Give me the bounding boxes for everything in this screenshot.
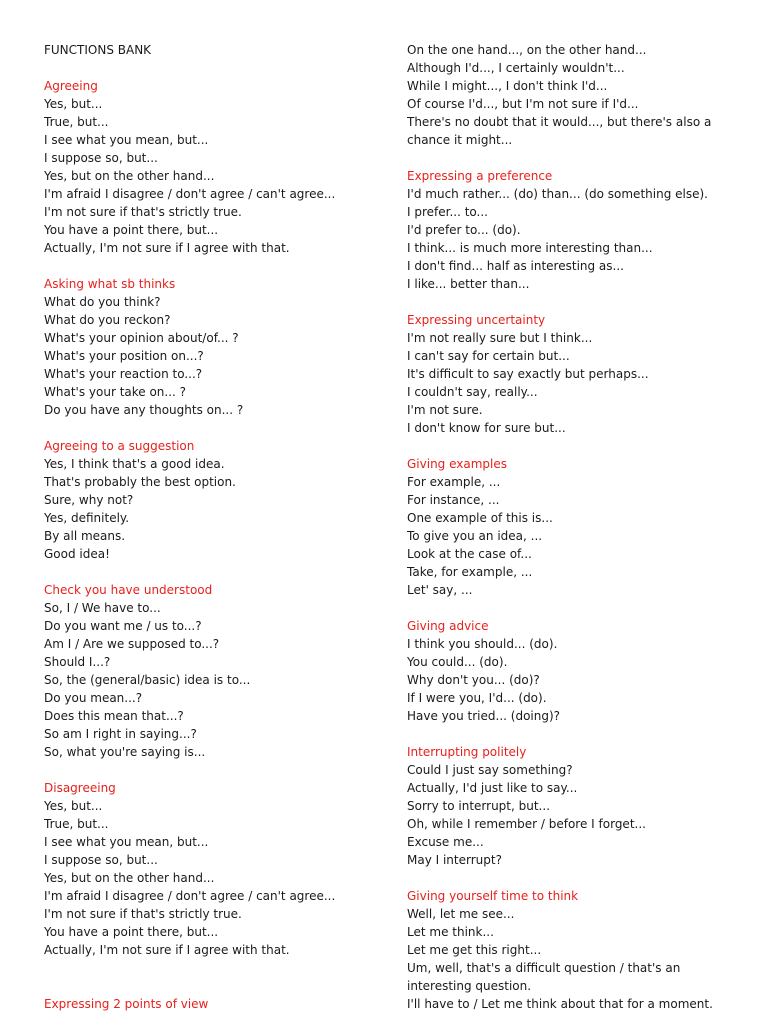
phrase-line: You have a point there, but... [44, 925, 219, 939]
phrase-line: It's difficult to say exactly but perhaps... [407, 367, 649, 381]
phrase-line: Um, well, that's a difficult question / that's an interesting question. [407, 961, 681, 993]
section-heading: Agreeing [44, 79, 98, 93]
phrase-line: What's your take on... ? [44, 385, 187, 399]
section-expressing-2-points-of-view-continued [407, 41, 747, 149]
phrase-line: Yes, but... [44, 97, 103, 111]
phrase-line: Do you have any thoughts on... ? [44, 403, 244, 417]
phrase-line: Do you want me / us to...? [44, 619, 202, 633]
phrase-line: So, I / We have to... [44, 601, 161, 615]
phrase-line: Let me get this right... [407, 943, 542, 957]
phrase-line: So, what you're saying is... [44, 745, 206, 759]
phrase-line: Have you tried... (doing)? [407, 709, 561, 723]
phrase-line: What's your opinion about/of... ? [44, 331, 239, 345]
phrase-line: That's probably the best option. [44, 475, 236, 489]
phrase-line: Sorry to interrupt, but... [407, 799, 551, 813]
section-heading: Disagreeing [44, 781, 116, 795]
phrase-line: I'm not really sure but I think... [407, 331, 593, 345]
phrase-line: Actually, I'd just like to say... [407, 781, 578, 795]
section-expressing-2-points-of-view [44, 995, 374, 1013]
phrase-line: While I might..., I don't think I'd... [407, 79, 608, 93]
phrase-line: I'm afraid I disagree / don't agree / can't agree... [44, 187, 336, 201]
phrase-line: I don't find... half as interesting as... [407, 259, 624, 273]
phrase-line: Should I...? [44, 655, 111, 669]
phrase-line: If I were you, I'd... (do). [407, 691, 547, 705]
section-heading: Interrupting politely [407, 745, 527, 759]
phrase-line: I'd prefer to... (do). [407, 223, 521, 237]
phrase-line: Do you mean...? [44, 691, 143, 705]
phrase-line: Yes, definitely. [44, 511, 130, 525]
phrase-line: Let' say, ... [407, 583, 473, 597]
phrase-line: I'm not sure if that's strictly true. [44, 205, 242, 219]
phrase-line: You have a point there, but... [44, 223, 219, 237]
phrase-line: What do you reckon? [44, 313, 171, 327]
phrase-line: Am I / Are we supposed to...? [44, 637, 220, 651]
phrase-line: So am I right in saying...? [44, 727, 197, 741]
section-giving-advice [407, 617, 747, 725]
section-disagreeing [44, 779, 374, 959]
phrase-line: I couldn't say, really... [407, 385, 538, 399]
phrase-line: Yes, but on the other hand... [44, 871, 215, 885]
phrase-line: What's your reaction to...? [44, 367, 203, 381]
phrase-line: Oh, while I remember / before I forget... [407, 817, 646, 831]
section-expressing-uncertainty [407, 311, 747, 437]
phrase-line: What's your position on...? [44, 349, 204, 363]
section-heading: Agreeing to a suggestion [44, 439, 195, 453]
section-agreeing [44, 77, 374, 257]
phrase-line: Yes, I think that's a good idea. [44, 457, 225, 471]
phrase-line: Let me think... [407, 925, 494, 939]
phrase-line: I don't know for sure but... [407, 421, 566, 435]
section-expressing-a-preference [407, 167, 747, 293]
phrase-line: True, but... [44, 817, 109, 831]
phrase-line: Take, for example, ... [407, 565, 533, 579]
section-heading: Expressing a preference [407, 169, 553, 183]
phrase-line: Yes, but on the other hand... [44, 169, 215, 183]
phrase-line: Excuse me... [407, 835, 484, 849]
phrase-line: Good idea! [44, 547, 110, 561]
phrase-line: I suppose so, but... [44, 853, 158, 867]
right-column [407, 41, 747, 1031]
section-heading: Giving advice [407, 619, 489, 633]
phrase-line: I see what you mean, but... [44, 133, 209, 147]
section-heading: Asking what sb thinks [44, 277, 176, 291]
section-heading: Expressing 2 points of view [44, 997, 209, 1011]
phrase-line: I think you should... (do). [407, 637, 558, 651]
section-giving-examples [407, 455, 747, 599]
section-heading: Expressing uncertainty [407, 313, 546, 327]
phrase-line: I'm afraid I disagree / don't agree / can't agree... [44, 889, 336, 903]
phrase-line: For example, ... [407, 475, 501, 489]
phrase-line: I'm not sure if that's strictly true. [44, 907, 242, 921]
section-heading: Giving examples [407, 457, 508, 471]
phrase-line: Sure, why not? [44, 493, 134, 507]
phrase-line: Of course I'd..., but I'm not sure if I'd... [407, 97, 639, 111]
phrase-line: May I interrupt? [407, 853, 502, 867]
phrase-line: I like... better than... [407, 277, 530, 291]
phrase-line: On the one hand..., on the other hand... [407, 43, 647, 57]
document-title: FUNCTIONS BANK [44, 43, 152, 57]
phrase-line: Well, let me see... [407, 907, 515, 921]
phrase-line: For instance, ... [407, 493, 500, 507]
phrase-line: Actually, I'm not sure if I agree with that. [44, 241, 290, 255]
phrase-line: I prefer... to... [407, 205, 488, 219]
phrase-line: I can't say for certain but... [407, 349, 570, 363]
phrase-line: I'm not sure. [407, 403, 483, 417]
phrase-line: By all means. [44, 529, 126, 543]
phrase-line: I think... is much more interesting than... [407, 241, 653, 255]
section-asking-what-sb-thinks [44, 275, 374, 419]
phrase-line: Does this mean that...? [44, 709, 184, 723]
left-column [44, 41, 374, 1031]
phrase-line: To give you an idea, ... [407, 529, 543, 543]
phrase-line: Why don't you... (do)? [407, 673, 540, 687]
phrase-line: What do you think? [44, 295, 161, 309]
phrase-line: You could... (do). [407, 655, 508, 669]
phrase-line: One example of this is... [407, 511, 553, 525]
phrase-line: I see what you mean, but... [44, 835, 209, 849]
phrase-line: Look at the case of... [407, 547, 532, 561]
phrase-line: Yes, but... [44, 799, 103, 813]
phrase-line: Actually, I'm not sure if I agree with that. [44, 943, 290, 957]
phrase-line: Although I'd..., I certainly wouldn't... [407, 61, 625, 75]
section-heading: Check you have understood [44, 583, 213, 597]
section-heading: Giving yourself time to think [407, 889, 579, 903]
section-interrupting-politely [407, 743, 747, 869]
phrase-line: So, the (general/basic) idea is to... [44, 673, 251, 687]
section-check-you-have-understood [44, 581, 374, 761]
phrase-line: I'll have to / Let me think about that for a moment. [407, 997, 713, 1011]
phrase-line: Could I just say something? [407, 763, 573, 777]
section-giving-yourself-time-to-think [407, 887, 747, 1013]
phrase-line: I suppose so, but... [44, 151, 158, 165]
phrase-line: There's no doubt that it would..., but there's also a chance it might... [407, 115, 712, 147]
phrase-line: I'd much rather... (do) than... (do something else). [407, 187, 708, 201]
phrase-line: True, but... [44, 115, 109, 129]
section-agreeing-to-a-suggestion [44, 437, 374, 563]
